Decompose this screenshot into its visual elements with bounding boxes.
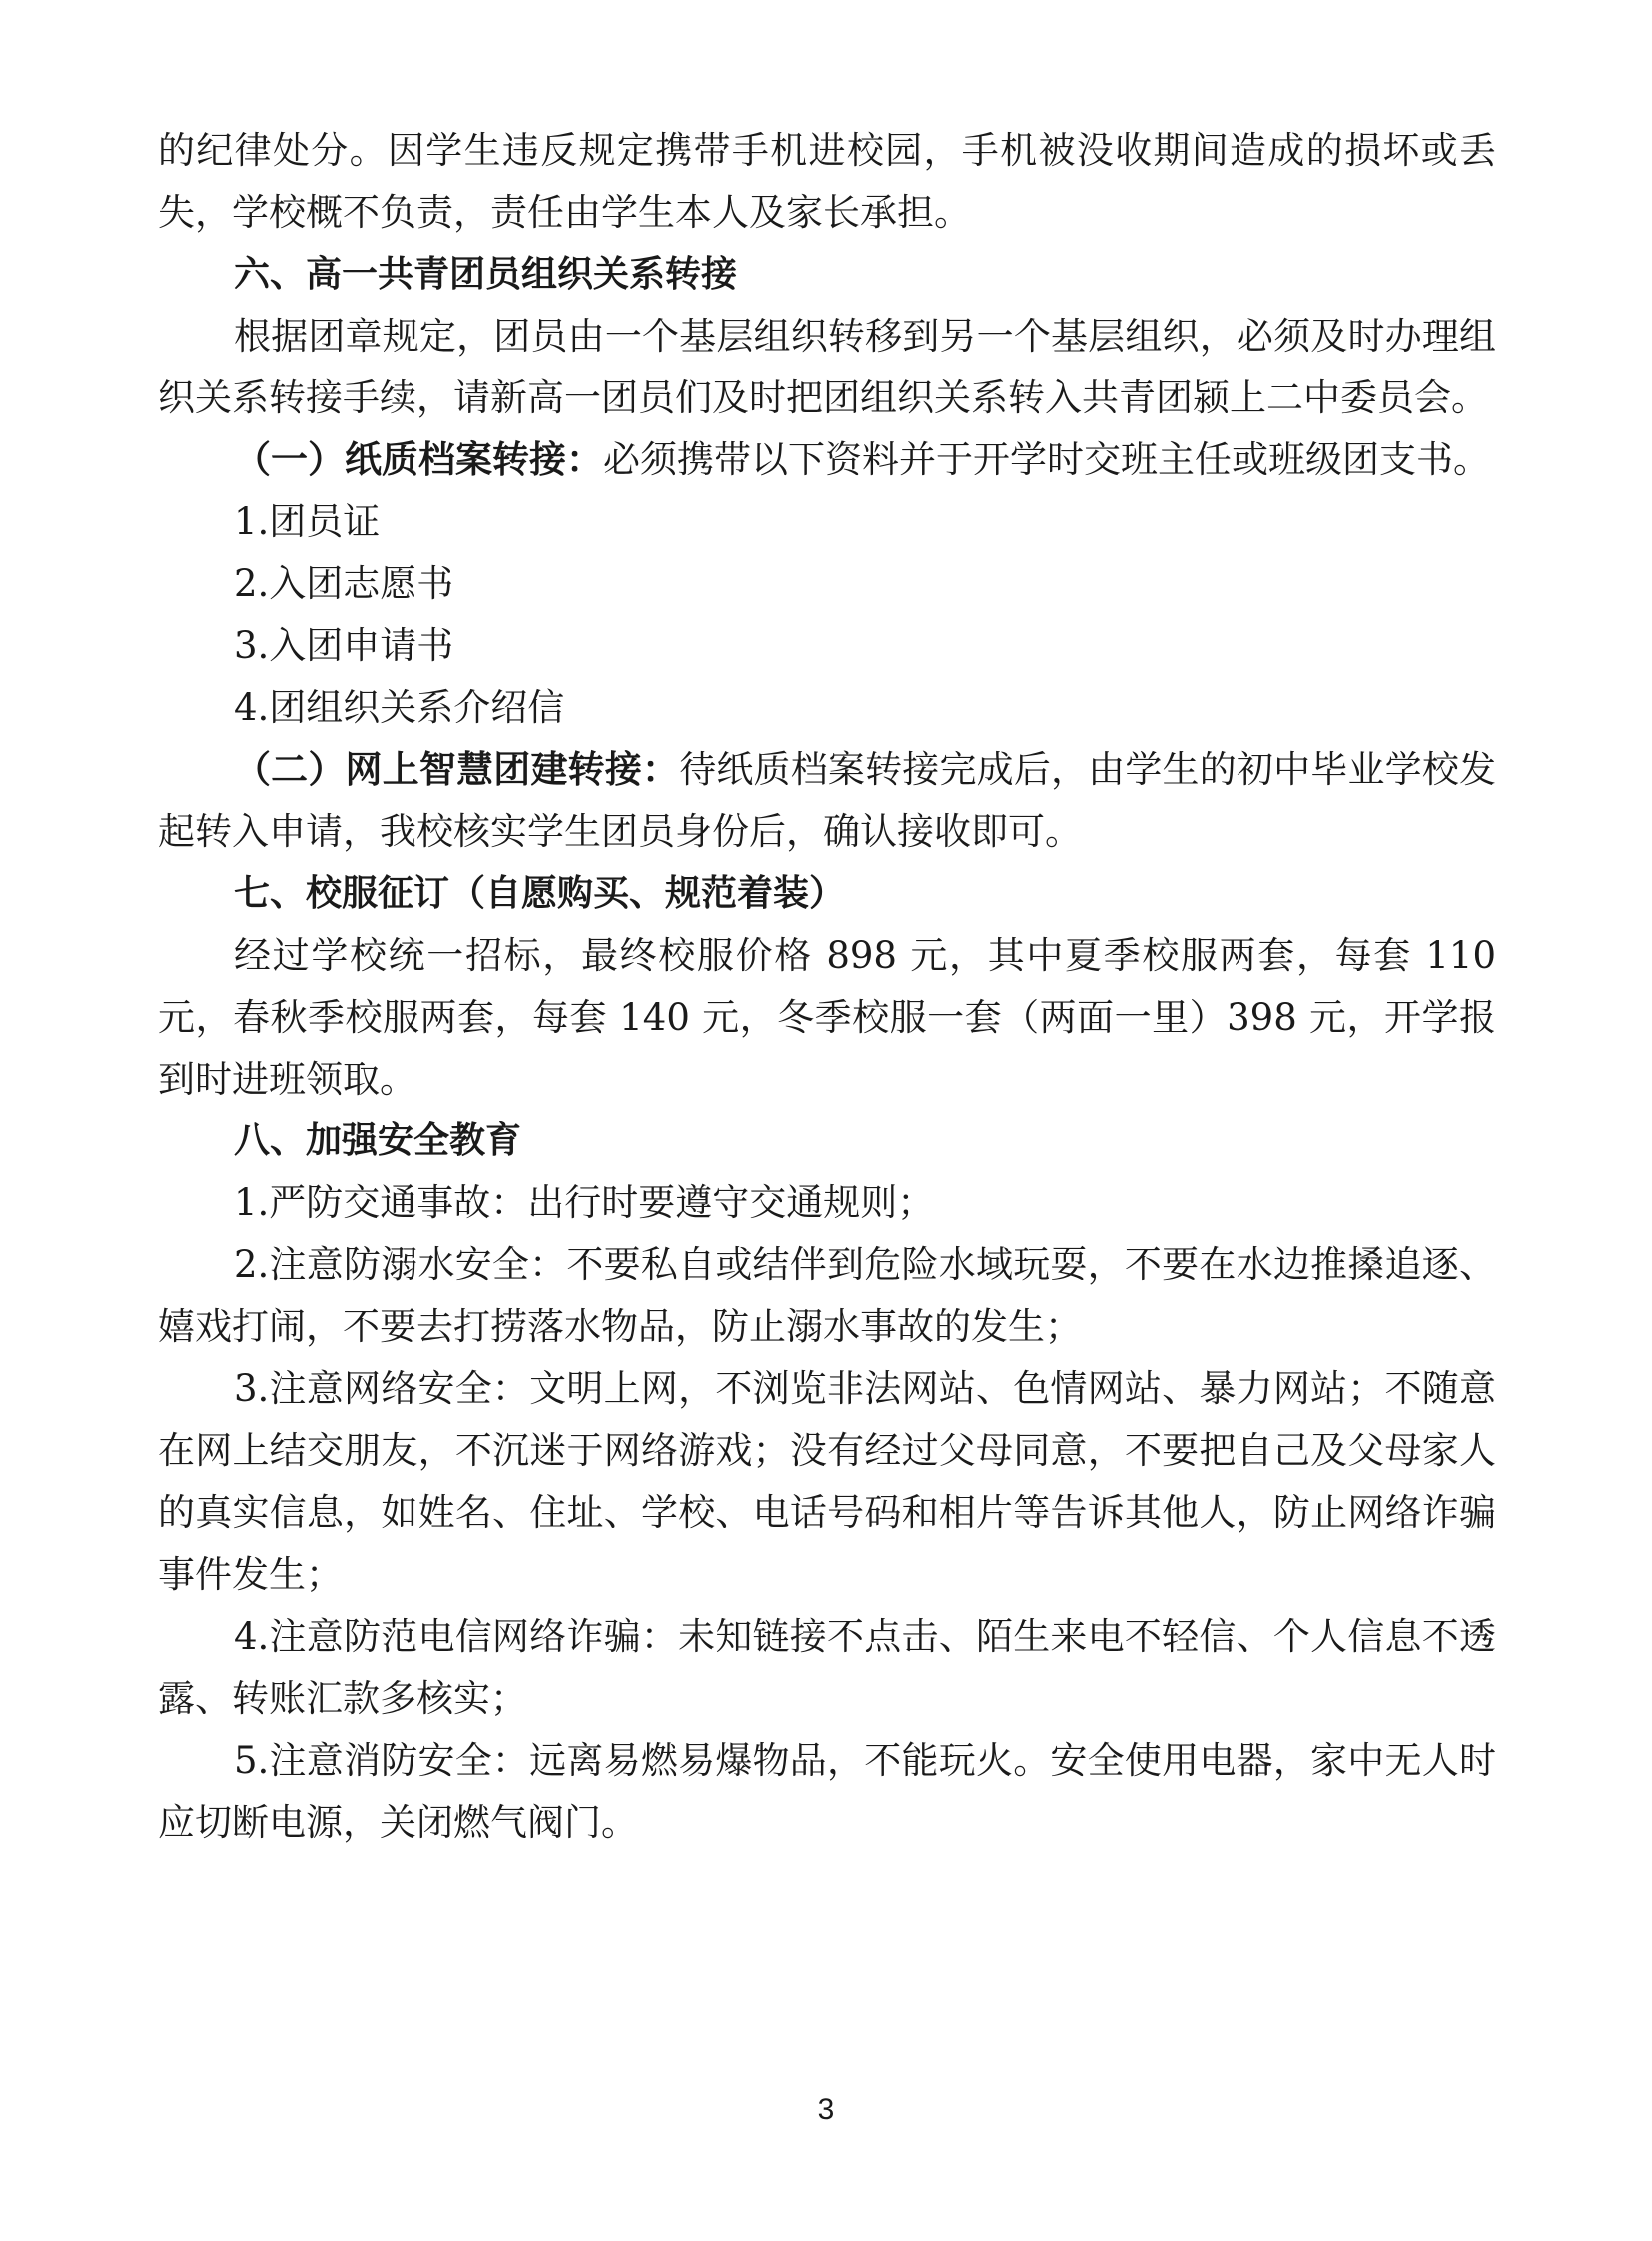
paragraph-uniform: 经过学校统一招标，最终校服价格 898 元，其中夏季校服两套，每套 110 元，春秋季校服两套，每套 140 元，冬季校服一套（两面一里）398 元，开学报到时进班领取。 — [158, 934, 1496, 1101]
list-item: 1.严防交通事故：出行时要遵守交通规则； — [234, 1181, 935, 1224]
list-item: 2.注意防溺水安全：不要私自或结伴到危险水域玩耍，不要在水边推搡追逐、嬉戏打闹，不要去打捞落水物品，防止溺水事故的发生； — [158, 1243, 1496, 1348]
list-item: 2.入团志愿书 — [234, 562, 454, 605]
list-item: 4.注意防范电信网络诈骗：未知链接不点击、陌生来电不轻信、个人信息不透露、转账汇款多核实； — [158, 1615, 1496, 1720]
paper-archive-text: 必须携带以下资料并于开学时交班主任或班级团支书。 — [603, 438, 1490, 481]
list-item: 3.入团申请书 — [234, 624, 454, 667]
paragraph-online-transfer — [158, 739, 1496, 863]
list-item: 3.注意网络安全：文明上网，不浏览非法网站、色情网站、暴力网站；不随意在网上结交朋友，不沉迷于网络游戏；没有经过父母同意，不要把自己及父母家人的真实信息，如姓名、住址、学校、电话号码和相片等告诉其他人，防止网络诈骗事件发生； — [158, 1367, 1496, 1596]
paragraph-league-transfer: 根据团章规定，团员由一个基层组织转移到另一个基层组织，必须及时办理组织关系转接手续，请新高一团员们及时把团组织关系转入共青团颍上二中委员会。 — [158, 315, 1496, 419]
heading-league-transfer: 六、高一共青团员组织关系转接 — [234, 254, 738, 295]
heading-uniform: 七、校服征订（自愿购买、规范着装） — [234, 873, 846, 914]
paper-archive-lead: （一）纸质档案转接： — [234, 438, 603, 481]
online-transfer-lead: （二）网上智慧团建转接： — [234, 748, 680, 791]
online-transfer-text: 待纸质档案转接完成后，由学生的初中毕业学校发起转入申请，我校核实学生团员身份后，确认接收即可。 — [158, 748, 1497, 853]
list-item: 1.团员证 — [234, 500, 381, 543]
list-item: 4.团组织关系介绍信 — [234, 686, 565, 729]
document-body — [158, 120, 1496, 1854]
page-number: 3 — [817, 2093, 835, 2126]
list-item: 5.注意消防安全：远离易燃易爆物品，不能玩火。安全使用电器，家中无人时应切断电源，关闭燃气阀门。 — [158, 1739, 1496, 1844]
paragraph-phone-policy: 的纪律处分。因学生违反规定携带手机进校园，手机被没收期间造成的损坏或丢失，学校概不负责，责任由学生本人及家长承担。 — [158, 129, 1496, 234]
paragraph-paper-archive — [158, 429, 1496, 491]
heading-safety: 八、加强安全教育 — [234, 1120, 522, 1161]
